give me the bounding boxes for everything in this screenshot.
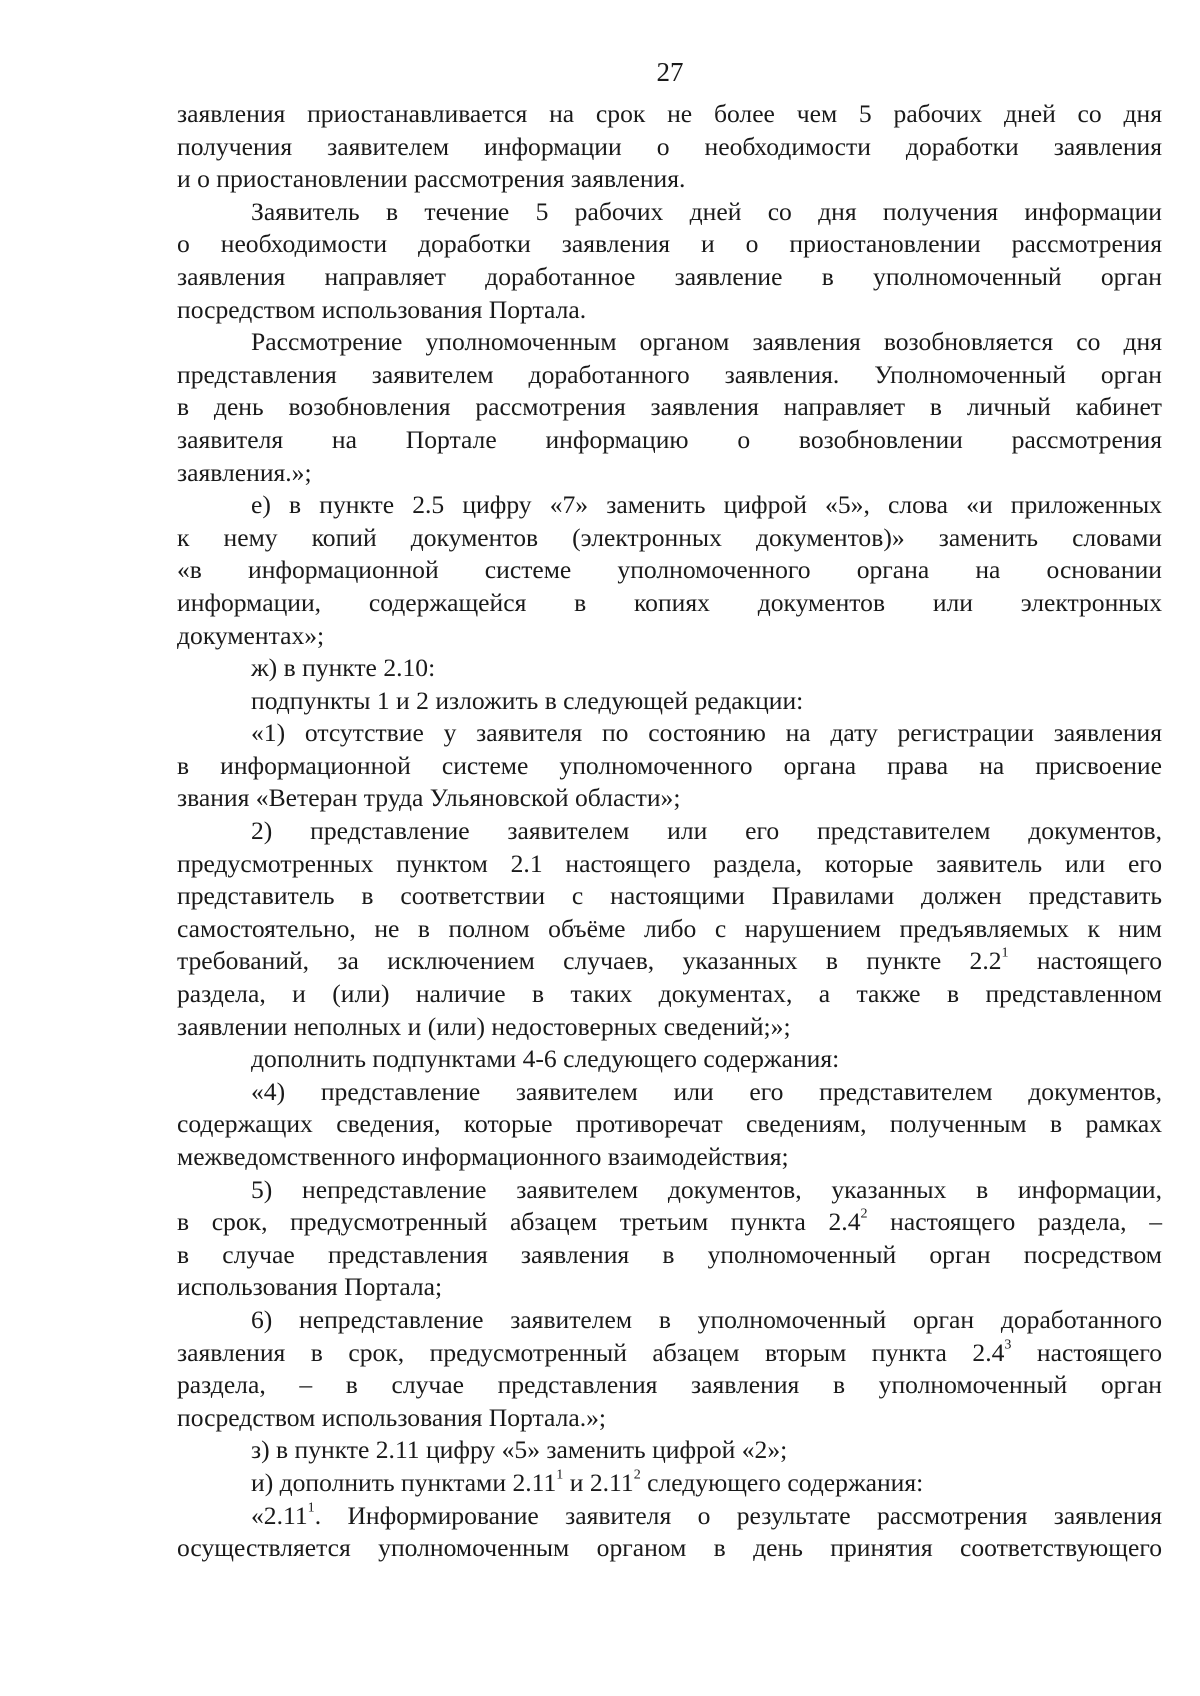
line-text: представитель в соответствии с настоящими Правилами должен представить <box>177 881 1162 911</box>
text-line <box>177 1108 1162 1141</box>
line-text: о необходимости доработки заявления и о приостановлении рассмотрения <box>177 229 1162 259</box>
text-line <box>177 1206 1162 1239</box>
line-text: «1) отсутствие у заявителя по состоянию на дату регистрации заявления <box>251 718 1162 748</box>
line-text: заявлении неполных и (или) недостоверных сведений;»; <box>177 1011 791 1041</box>
superscript: 2 <box>860 1205 868 1222</box>
line-text: использования Портала; <box>177 1272 443 1302</box>
text-line <box>177 1011 1162 1044</box>
text-line <box>177 1369 1162 1402</box>
text-line <box>177 1141 1162 1174</box>
line-text: 5) непредставление заявителем документов, указанных в информации, <box>251 1174 1162 1204</box>
text-line <box>177 1043 1162 1076</box>
line-text: 2) представление заявителем или его представителем документов, <box>251 816 1162 846</box>
line-text: в информационной системе уполномоченного органа права на присвоение <box>177 750 1162 780</box>
line-text: Заявитель в течение 5 рабочих дней со дня получения информации <box>251 196 1162 226</box>
line-text: заявления приостанавливается на срок не более чем 5 рабочих дней со дня <box>177 99 1162 128</box>
line-text: и 2.11 <box>563 1467 634 1497</box>
text-line <box>177 1304 1162 1337</box>
text-line <box>177 1402 1162 1435</box>
line-text: настоящего <box>1011 1337 1162 1367</box>
line-text: содержащих сведения, которые противоречат сведениям, полученным в рамках <box>177 1109 1162 1139</box>
line-text: документах»; <box>177 620 325 650</box>
line-text: в срок, предусмотренный абзацем третьим пункта 2.4 <box>177 1207 861 1237</box>
line-text: подпункты 1 и 2 изложить в следующей редакции: <box>251 685 804 715</box>
line-text: требований, за исключением случаев, указанных в пункте 2.2 <box>177 946 1002 976</box>
text-line <box>177 913 1162 946</box>
text-line <box>177 261 1162 294</box>
line-text: звания «Ветеран труда Ульяновской области»; <box>177 783 681 813</box>
line-text: е) в пункте 2.5 цифру «7» заменить цифрой «5», слова «и приложенных <box>251 490 1162 520</box>
text-line <box>177 652 1162 685</box>
text-line <box>177 391 1162 424</box>
superscript: 2 <box>633 1466 641 1483</box>
line-text: «в информационной системе уполномоченного органа на основании <box>177 555 1162 585</box>
text-line <box>177 1239 1162 1272</box>
text-line <box>177 750 1162 783</box>
text-line <box>177 131 1162 164</box>
text-line <box>177 326 1162 359</box>
line-text: межведомственного информационного взаимодействия; <box>177 1142 789 1171</box>
text-line <box>177 587 1162 620</box>
line-text: информации, содержащейся в копиях документов или электронных <box>177 587 1162 617</box>
text-line <box>177 620 1162 653</box>
text-line <box>177 489 1162 522</box>
text-line <box>177 1532 1162 1565</box>
text-line <box>177 1174 1162 1207</box>
text-line <box>177 815 1162 848</box>
text-line <box>177 359 1162 392</box>
text-line <box>177 717 1162 750</box>
line-text: посредством использования Портала.»; <box>177 1402 607 1432</box>
text-line <box>177 782 1162 815</box>
text-line <box>177 294 1162 327</box>
line-text: настоящего раздела, – <box>867 1207 1162 1237</box>
text-line <box>177 228 1162 261</box>
line-text: осуществляется уполномоченным органом в день принятия соответствующего <box>177 1533 1162 1563</box>
line-text: настоящего <box>1008 946 1162 976</box>
page-number: 27 <box>656 57 684 87</box>
line-text: заявления в срок, предусмотренный абзацем вторым пункта 2.4 <box>177 1337 1005 1367</box>
text-line <box>177 163 1162 196</box>
line-text: Рассмотрение уполномоченным органом заявления возобновляется со дня <box>251 327 1162 357</box>
line-text: дополнить подпунктами 4-6 следующего содержания: <box>251 1044 840 1074</box>
line-text: в случае представления заявления в уполномоченный орган посредством <box>177 1239 1162 1269</box>
superscript: 1 <box>556 1466 564 1483</box>
text-line <box>177 522 1162 555</box>
line-text: «4) представление заявителем или его представителем документов, <box>251 1076 1162 1106</box>
text-line <box>177 685 1162 718</box>
line-text: з) в пункте 2.11 цифру «5» заменить цифрой «2»; <box>251 1435 788 1465</box>
text-line <box>177 1434 1162 1467</box>
text-line <box>177 457 1162 490</box>
line-text: получения заявителем информации о необходимости доработки заявления <box>177 131 1162 161</box>
text-line <box>177 98 1162 131</box>
line-text: предусмотренных пунктом 2.1 настоящего раздела, которые заявитель или его <box>177 848 1162 878</box>
line-text: представления заявителем доработанного заявления. Уполномоченный орган <box>177 359 1162 389</box>
line-text: заявления.»; <box>177 457 312 487</box>
line-text: раздела, и (или) наличие в таких документах, а также в представленном <box>177 979 1162 1009</box>
text-line <box>177 880 1162 913</box>
text-line <box>177 554 1162 587</box>
superscript: 1 <box>1001 944 1009 961</box>
line-text: следующего содержания: <box>640 1467 924 1497</box>
text-line <box>177 1076 1162 1109</box>
line-text: самостоятельно, не в полном объёме либо с нарушением предъявляемых к ним <box>177 913 1162 943</box>
text-line <box>177 848 1162 881</box>
line-text: заявления направляет доработанное заявление в уполномоченный орган <box>177 261 1162 291</box>
line-text: в день возобновления рассмотрения заявления направляет в личный кабинет <box>177 392 1162 422</box>
text-line <box>177 1467 1162 1500</box>
text-line <box>177 978 1162 1011</box>
line-text: ж) в пункте 2.10: <box>251 653 436 683</box>
document-body <box>177 98 1162 1565</box>
line-text: . Информирование заявителя о результате рассмотрения заявления <box>314 1500 1162 1530</box>
text-line <box>177 424 1162 457</box>
superscript: 3 <box>1004 1335 1012 1352</box>
line-text: заявителя на Портале информацию о возобновлении рассмотрения <box>177 424 1162 454</box>
text-line <box>177 1337 1162 1370</box>
text-line <box>177 196 1162 229</box>
line-text: раздела, – в случае представления заявления в уполномоченный орган <box>177 1370 1162 1400</box>
text-line <box>177 1500 1162 1533</box>
line-text: и о приостановлении рассмотрения заявления. <box>177 164 686 194</box>
line-text: 6) непредставление заявителем в уполномоченный орган доработанного <box>251 1304 1162 1334</box>
line-text: «2.11 <box>251 1500 308 1530</box>
text-line <box>177 1271 1162 1304</box>
line-text: и) дополнить пунктами 2.11 <box>251 1467 557 1497</box>
text-line <box>177 945 1162 978</box>
line-text: посредством использования Портала. <box>177 294 587 324</box>
line-text: к нему копий документов (электронных документов)» заменить словами <box>177 522 1162 552</box>
superscript: 1 <box>307 1498 315 1515</box>
